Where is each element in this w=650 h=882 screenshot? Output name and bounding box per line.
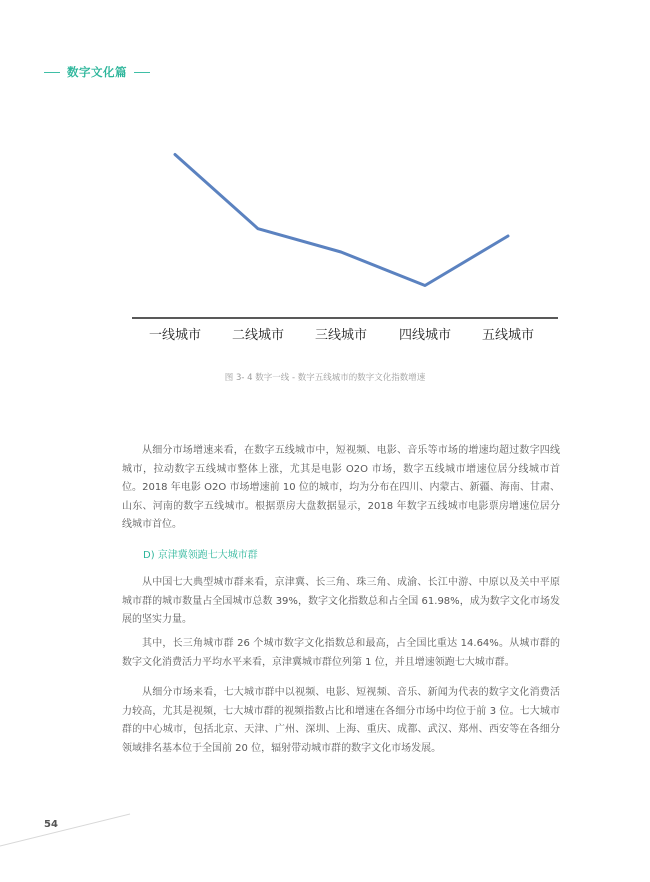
footer-decoration — [0, 812, 140, 852]
x-tick-label: 一线城市 — [148, 328, 202, 343]
series-line — [175, 155, 508, 286]
section-title: 数字文化篇 — [67, 65, 127, 79]
x-tick-label: 三线城市 — [314, 328, 368, 343]
paragraph-4: 从细分市场来看，七大城市群中以视频、电影、短视频、音乐、新闻为代表的数字文化消费活力较高，尤其是视频，七大城市群的视频指数占比和增速在各细分市场中均位于前 3 位。七大城市群的中心城市，包括北京、天津、广州、深圳、上海、重庆、成都、武汉、郑州、西安等在各细分领域排名基本位于全国前 20 位，辐射带动城市群的数字文化市场发展。 — [122, 687, 560, 754]
paragraph-3: 其中，长三角城市群 26 个城市数字文化指数总和最高，占全国比重达 14.64%。从城市群的数字文化消费活力平均水平来看，京津冀城市群位列第 1 位，并且增速领跑七大城市群。 — [122, 638, 560, 668]
x-tick-label: 二线城市 — [231, 328, 285, 343]
paragraph-2: 从中国七大典型城市群来看，京津冀、长三角、珠三角、成渝、长江中游、中原以及关中平原城市群的城市数量占全国城市总数 39%，数字文化指数总和占全国 61.98%，成为数字文化市场发展的坚实力量。 — [122, 577, 560, 625]
page-number: 54 — [44, 819, 58, 830]
subheading: D) 京津冀领跑七大城市群 — [143, 550, 258, 561]
paragraph-1: 从细分市场增速来看，在数字五线城市中，短视频、电影、音乐等市场的增速均超过数字四线城市，拉动数字五线城市整体上涨，尤其是电影 O2O 市场，数字五线城市增速位居分线城市首位。2018 年电影 O2O 市场增速前 10 位的城市，均为分布在四川、内蒙古、新疆、海南、甘肃、山东、河南的数字五线城市。根据票房大盘数据显示，2018 年数字五线城市电影票房增速位居分线城市首位。 — [122, 445, 560, 530]
x-tick-label: 五线城市 — [481, 328, 535, 343]
x-tick-label: 四线城市 — [398, 328, 452, 343]
figure-caption: 图 3- 4 数字一线 - 数字五线城市的数字文化指数增速 — [224, 373, 426, 383]
line-chart — [0, 0, 650, 360]
